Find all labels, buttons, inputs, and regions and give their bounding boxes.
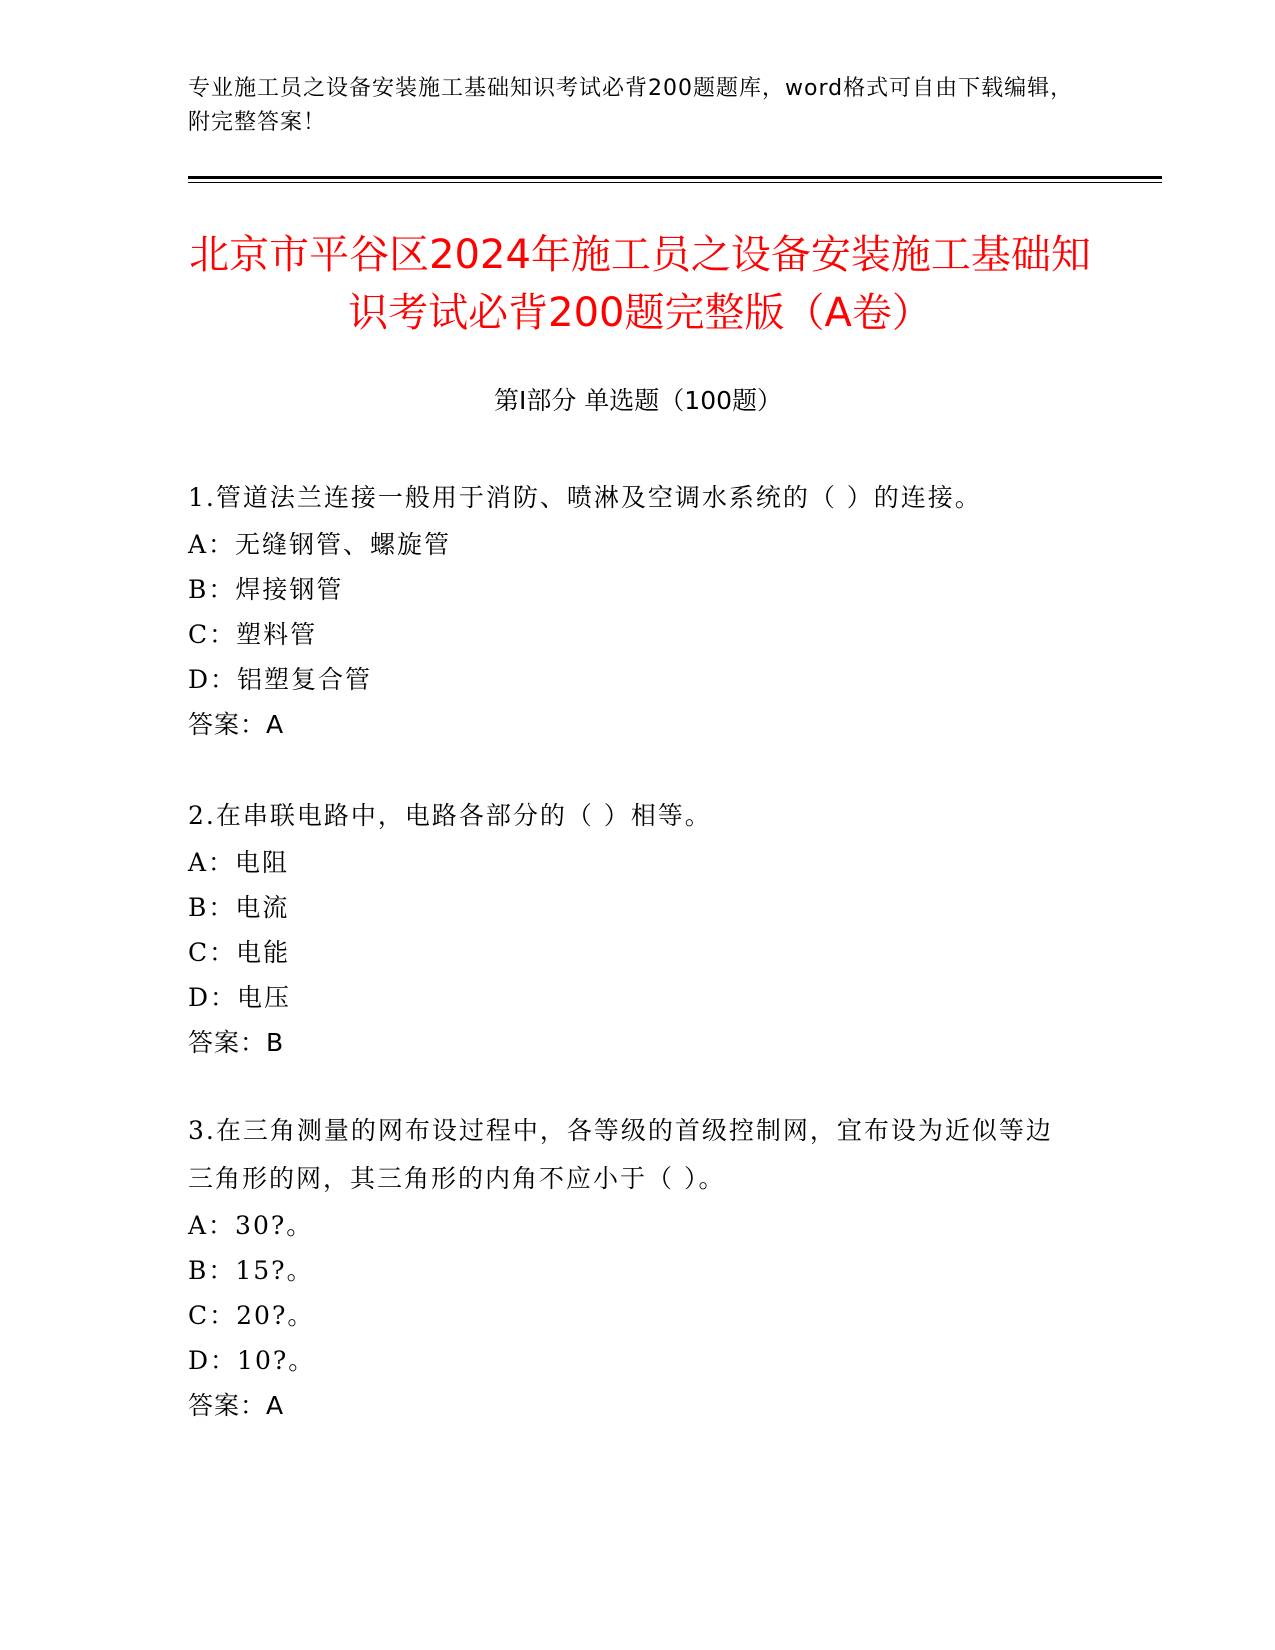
option-c: C：塑料管 — [188, 620, 318, 649]
header-divider-thin — [188, 182, 1162, 183]
answer: 答案：A — [188, 1391, 285, 1420]
question-block — [188, 1107, 1068, 1428]
option-b: B：焊接钢管 — [188, 575, 344, 604]
option-a: A：电阻 — [188, 848, 290, 877]
option-c: C：20?。 — [188, 1301, 315, 1330]
question-stem: 1.管道法兰连接一般用于消防、喷淋及空调水系统的（ ）的连接。 — [188, 483, 982, 512]
section-heading: 第I部分 单选题（100题） — [493, 386, 783, 415]
question-stem: 3.在三角测量的网布设过程中，各等级的首级控制网，宜布设为近似等边三角形的网，其三角形的内角不应小于（ ）。 — [188, 1116, 1053, 1193]
question-block — [188, 792, 1068, 1065]
header-divider-thick — [188, 176, 1162, 179]
option-d: D：电压 — [188, 983, 292, 1012]
option-c: C：电能 — [188, 938, 291, 967]
option-b: B：15?。 — [188, 1256, 314, 1285]
option-d: D：10?。 — [188, 1346, 316, 1375]
answer: 答案：A — [188, 710, 285, 739]
document-title: 北京市平谷区2024年施工员之设备安装施工基础知识考试必背200题完整版（A卷） — [189, 232, 1091, 336]
question-stem: 2.在串联电路中，电路各部分的（ ）相等。 — [188, 801, 712, 830]
answer: 答案：B — [188, 1028, 285, 1057]
option-d: D：铝塑复合管 — [188, 665, 373, 694]
option-a: A：无缝钢管、螺旋管 — [188, 530, 452, 559]
question-block — [188, 474, 1068, 747]
header-note: 专业施工员之设备安装施工基础知识考试必背200题题库，word格式可自由下载编辑，附完整答案！ — [188, 76, 1074, 135]
option-b: B：电流 — [188, 893, 290, 922]
option-a: A：30?。 — [188, 1211, 314, 1240]
